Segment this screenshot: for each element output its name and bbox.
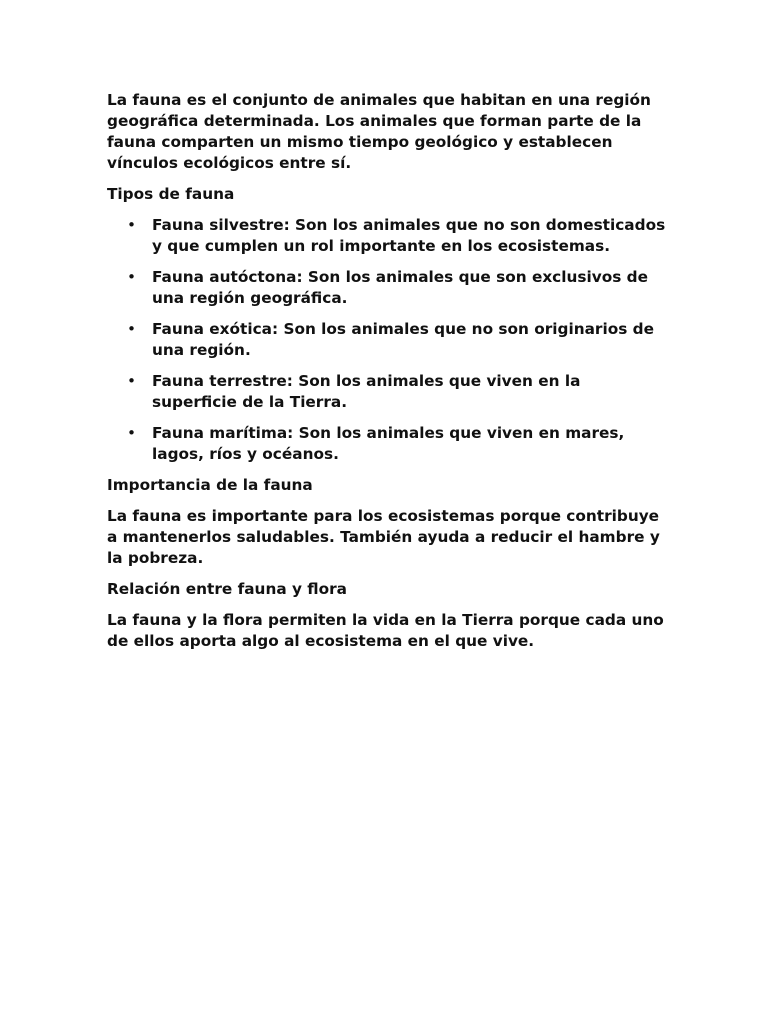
list-item-text: Fauna silvestre: Son los animales que no son domesticados y que cumplen un rol importante en los ecosistemas. [152, 216, 666, 255]
bullet-icon: • [127, 216, 137, 234]
relation-paragraph: La fauna y la flora permiten la vida en la Tierra porque cada uno de ellos aporta algo al ecosistema en el que vive. [107, 611, 664, 650]
relation-heading: Relación entre fauna y flora [107, 580, 347, 598]
bullet-icon: • [127, 372, 137, 390]
importance-heading: Importancia de la fauna [107, 476, 313, 494]
importance-paragraph: La fauna es importante para los ecosistemas porque contribuye a mantenerlos saludables. También ayuda a reducir el hambre y la pobreza. [107, 507, 660, 567]
list-item [107, 319, 667, 361]
bullet-icon: • [127, 320, 137, 338]
document-page [107, 90, 667, 662]
list-item-text: Fauna terrestre: Son los animales que viven en la superficie de la Tierra. [152, 372, 581, 411]
list-item [107, 215, 667, 257]
list-item-text: Fauna marítima: Son los animales que viven en mares, lagos, ríos y océanos. [152, 424, 625, 463]
bullet-icon: • [127, 424, 137, 442]
fauna-types-list [107, 215, 667, 465]
bullet-icon: • [127, 268, 137, 286]
list-item [107, 267, 667, 309]
list-item-text: Fauna exótica: Son los animales que no son originarios de una región. [152, 320, 654, 359]
types-heading: Tipos de fauna [107, 185, 235, 203]
list-item [107, 371, 667, 413]
intro-paragraph: La fauna es el conjunto de animales que habitan en una región geográfica determinada. Los animales que forman parte de la fauna comparten un mismo tiempo geológico y establecen vínculos ecológicos entre sí. [107, 91, 651, 172]
list-item-text: Fauna autóctona: Son los animales que son exclusivos de una región geográfica. [152, 268, 648, 307]
list-item [107, 423, 667, 465]
